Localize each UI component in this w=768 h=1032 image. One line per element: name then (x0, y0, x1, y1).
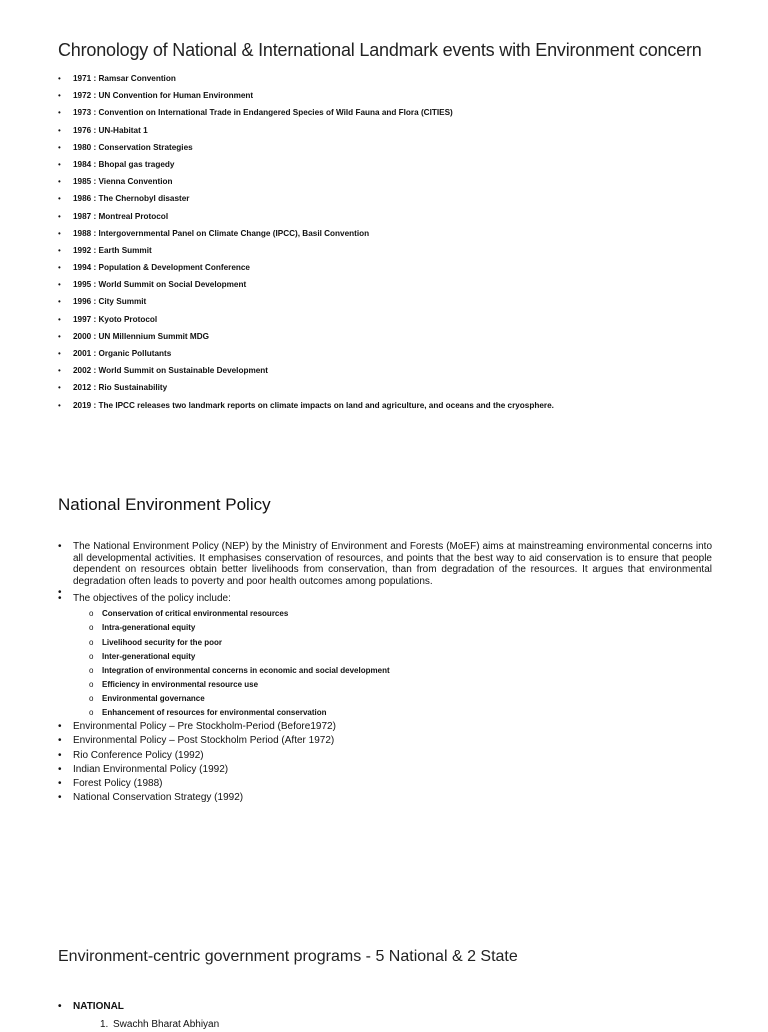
list-item: • 1988 : Intergovernmental Panel on Climate Change (IPCC), Basil Convention (58, 225, 738, 242)
list-item: • Environmental Policy – Post Stockholm Period (After 1972) (58, 734, 712, 748)
list-item: o Enhancement of resources for environmental conservation (73, 706, 712, 720)
list-item (73, 1018, 219, 1032)
list-item: • 1992 : Earth Summit (58, 242, 738, 259)
list-item: • Rio Conference Policy (1992) (58, 749, 712, 763)
section-title-national-policy: National Environment Policy (58, 495, 271, 514)
list-item: o Conservation of critical environmental resources (73, 607, 712, 621)
list-item: o Integration of environmental concerns in economic and social development (73, 664, 712, 678)
list-item: o Environmental governance (73, 692, 712, 706)
list-item: • 1972 : UN Convention for Human Environment (58, 87, 738, 104)
policy-main-list (58, 541, 712, 720)
list-item (58, 541, 712, 587)
list-item: • 1971 : Ramsar Convention (58, 70, 738, 87)
events-list (58, 70, 738, 414)
list-item: • 1973 : Convention on International Trade in Endangered Species of Wild Fauna and Flora (CITIES) (58, 104, 738, 121)
list-item: • 1997 : Kyoto Protocol (58, 311, 738, 328)
programs-list (58, 1000, 219, 1032)
list-item (58, 1000, 219, 1032)
list-item: • 1995 : World Summit on Social Development (58, 276, 738, 293)
item-number: 1. (100, 1019, 109, 1030)
list-item: • 1986 : The Chernobyl disaster (58, 190, 738, 207)
list-item: o Livelihood security for the poor (73, 636, 712, 650)
list-item: • 2000 : UN Millennium Summit MDG (58, 328, 738, 345)
nep-paragraph: • The National Environment Policy (NEP) by the Ministry of Environment and Forests (MoEF) aims at mainstreaming environmental concerns into all developmental activities. It emphasises conservation of resources, and points that the best way to aid conservation is to ensure that people dependent on resources obtain better livelihoods from conservation, than from degradation of the resources. It argues that environmental degradation often leads to poverty and poor health outcomes among populations. (73, 541, 712, 587)
list-item: • 1984 : Bhopal gas tragedy (58, 156, 738, 173)
objectives-intro: The objectives of the policy include: (73, 593, 231, 605)
list-item (58, 593, 712, 720)
list-item: o Inter-generational equity (73, 650, 712, 664)
list-item: • 1994 : Population & Development Conference (58, 259, 738, 276)
list-item: • Forest Policy (1988) (58, 777, 712, 791)
list-item: o Intra-generational equity (73, 621, 712, 635)
list-item: • 1987 : Montreal Protocol (58, 208, 738, 225)
list-item: • 2019 : The IPCC releases two landmark reports on climate impacts on land and agriculture, and oceans and the cryosphere. (58, 397, 738, 414)
list-item: • 1980 : Conservation Strategies (58, 139, 738, 156)
list-item: • Environmental Policy – Pre Stockholm-Period (Before1972) (58, 720, 712, 734)
list-item: • 2012 : Rio Sustainability (58, 379, 738, 396)
list-item: • 1976 : UN-Habitat 1 (58, 122, 738, 139)
program-label: Swachh Bharat Abhiyan (113, 1019, 220, 1030)
list-item: • 2002 : World Summit on Sustainable Development (58, 362, 738, 379)
national-label: NATIONAL (73, 1001, 124, 1012)
section-title-programs: Environment-centric government programs - 5 National & 2 State (58, 948, 518, 965)
objectives-list (73, 607, 712, 720)
list-item: • National Conservation Strategy (1992) (58, 791, 712, 805)
list-item: • 1985 : Vienna Convention (58, 173, 738, 190)
list-item: • Indian Environmental Policy (1992) (58, 763, 712, 777)
list-item: • 1996 : City Summit (58, 293, 738, 310)
national-programs-list (73, 1018, 219, 1032)
policy-section (58, 541, 712, 805)
list-item: • 2001 : Organic Pollutants (58, 345, 738, 362)
list-item: o Efficiency in environmental resource use (73, 678, 712, 692)
policies-list (58, 720, 712, 805)
section-title-chronology: Chronology of National & International Landmark events with Environment concern (58, 40, 702, 60)
